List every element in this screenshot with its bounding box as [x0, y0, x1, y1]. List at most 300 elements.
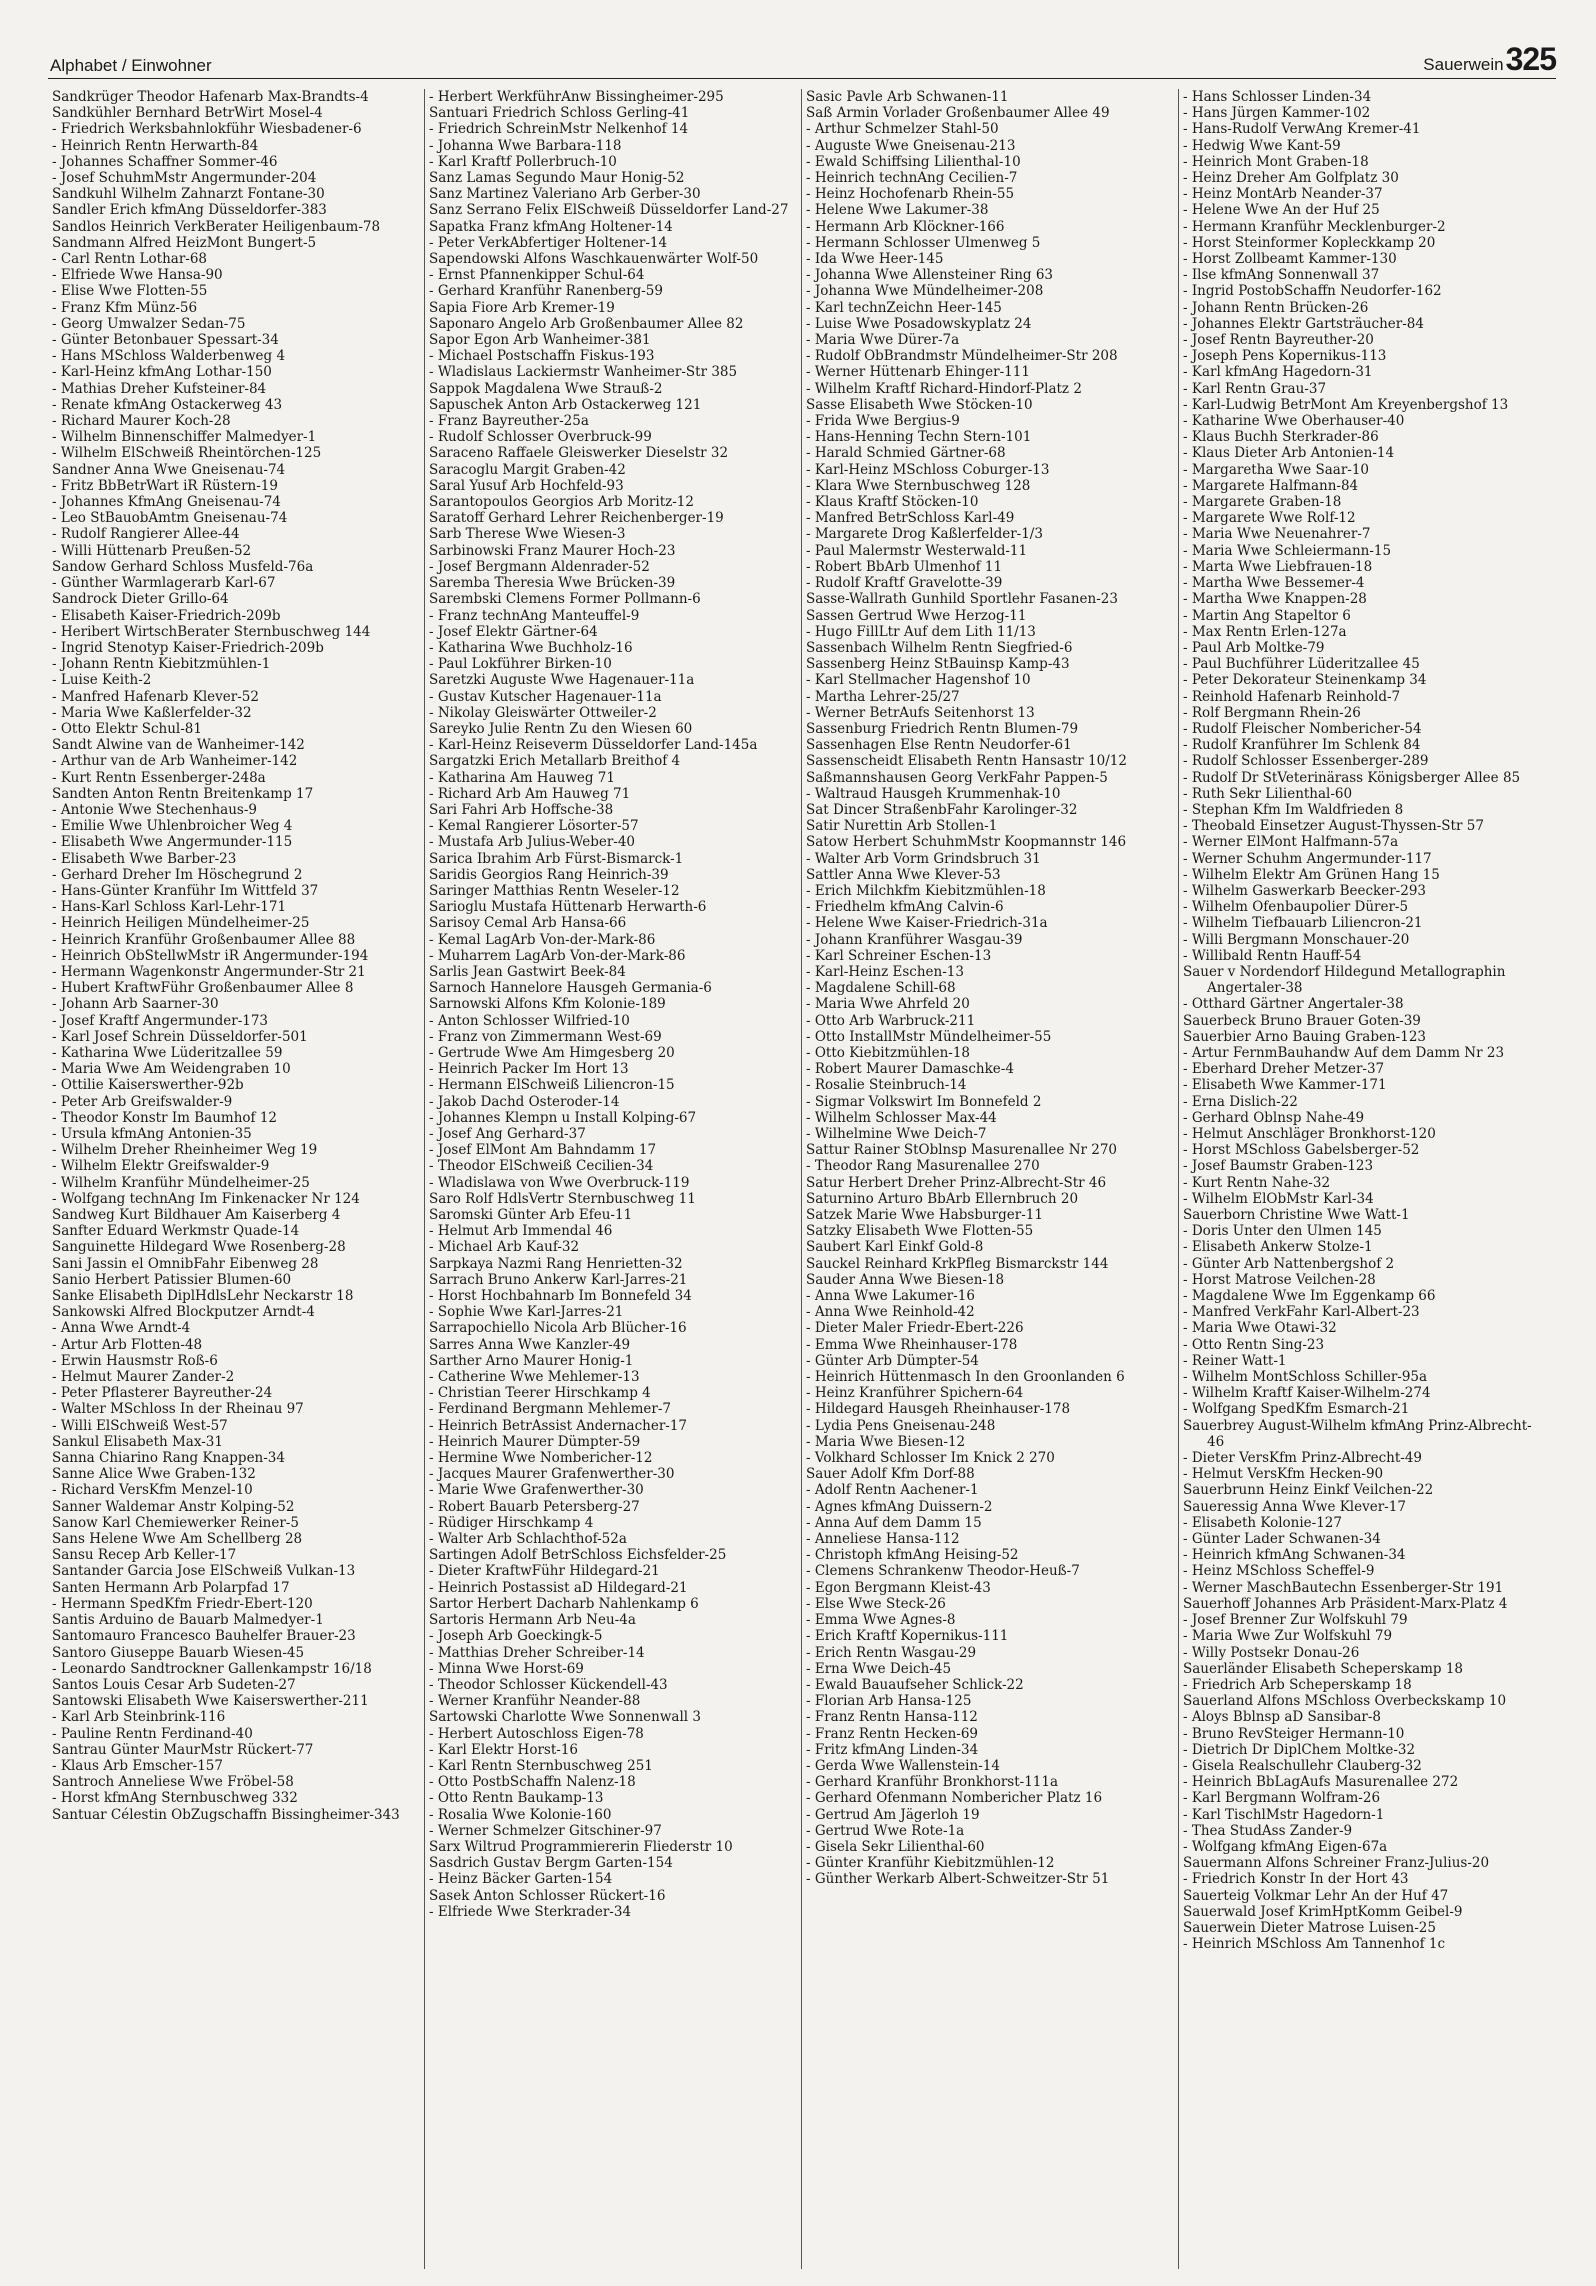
directory-entry: - Otto InstallMstr Mündelheimer-55	[806, 1028, 1052, 1045]
directory-entry: - Dieter Maler Friedr-Ebert-226	[806, 1320, 1024, 1337]
directory-entry: - Horst kfmAng Sternbuschweg 332	[52, 1790, 298, 1807]
directory-entry: - Martin Ang Stapeltor 6	[1183, 607, 1351, 624]
directory-entry: - Erich Kraftf Kopernikus-111	[806, 1628, 1009, 1645]
directory-entry: Satow Herbert SchuhmMstr Koopmannstr 146	[806, 834, 1127, 851]
directory-entry: - Margarete Halfmann-84	[1183, 477, 1359, 494]
directory-entry: - Theodor ElSchweiß Cecilien-34	[429, 1158, 654, 1175]
directory-entry: - Emma Wwe Rheinhauser-178	[806, 1336, 1018, 1353]
directory-entry: - Johannes KfmAng Gneisenau-74	[52, 494, 281, 511]
directory-entry: - Günter Lader Schwanen-34	[1183, 1531, 1381, 1548]
directory-entry: Sarres Anna Wwe Kanzler-49	[429, 1336, 631, 1353]
directory-entry: - Heinz Hochofenarb Rhein-55	[806, 186, 1015, 203]
directory-entry: Sat Dincer StraßenbFahr Karolinger-32	[806, 801, 1078, 818]
directory-entry: - Heinrich Postassist aD Hildegard-21	[429, 1579, 688, 1596]
directory-entry: - Ferdinand Bergmann Mehlemer-7	[429, 1401, 671, 1418]
directory-entry: - Reiner Watt-1	[1183, 1352, 1287, 1369]
directory-entry: - Maria Wwe Schleiermann-15	[1183, 542, 1392, 559]
directory-entry: Saß Armin Vorlader Großenbaumer Allee 49	[806, 105, 1110, 122]
directory-entry: - Johanna Wwe Allensteiner Ring 63	[806, 267, 1054, 284]
directory-entry: Sareyko Julie Rentn Zu den Wiesen 60	[429, 720, 693, 737]
directory-entry: - Ilse kfmAng Sonnenwall 37	[1183, 267, 1380, 284]
directory-entry: - Rolf Bergmann Rhein-26	[1183, 704, 1361, 721]
directory-entry: - Rudolf ObBrandmstr Mündelheimer-Str 208	[806, 348, 1118, 365]
directory-entry: - Karl Rentn Grau-37	[1183, 380, 1327, 397]
directory-entry: - Friedrich Konstr In der Hort 43	[1183, 1871, 1409, 1888]
directory-entry: - Margarete Wwe Rolf-12	[1183, 510, 1356, 527]
directory-entry: - Renate kfmAng Ostackerweg 43	[52, 396, 283, 413]
directory-entry: - Leo StBauobAmtm Gneisenau-74	[52, 510, 288, 527]
directory-entry: - Hermann Arb Klöckner-166	[806, 218, 1005, 235]
directory-entry: Sanne Alice Wwe Graben-132	[52, 1466, 256, 1483]
directory-entry: Sansu Recep Arb Keller-17	[52, 1547, 237, 1564]
directory-entry: Sari Fahri Arb Hoffsche-38	[429, 801, 614, 818]
directory-entry: - Otto Rentn Sing-23	[1183, 1336, 1325, 1353]
directory-entry: - Manfred VerkFahr Karl-Albert-23	[1183, 1304, 1420, 1321]
directory-entry: - Kemal Rangierer Lösorter-57	[429, 818, 639, 835]
directory-entry: Saretzki Auguste Wwe Hagenauer-11a	[429, 672, 695, 689]
directory-entry: - Rudolf Schlosser Overbruck-99	[429, 429, 652, 446]
directory-entry: - Maria Wwe Dürer-7a	[806, 332, 960, 349]
directory-entry: - Franz von Zimmermann West-69	[429, 1028, 662, 1045]
directory-entry: - Horst Matrose Veilchen-28	[1183, 1271, 1376, 1288]
directory-entry: Sasse Elisabeth Wwe Stöcken-10	[806, 396, 1033, 413]
directory-entry: Sauerwein Dieter Matrose Luisen-25	[1183, 1919, 1436, 1936]
directory-entry: - Hermann ElSchweiß Liliencron-15	[429, 1077, 675, 1094]
directory-entry: Sassen Gertrud Wwe Herzog-11	[806, 607, 1027, 624]
directory-entry: - Ruth Sekr Lilienthal-60	[1183, 785, 1353, 802]
directory-entry: Sarx Wiltrud Programmiererin Fliederstr 10	[429, 1838, 733, 1855]
directory-entry: - Christian Teerer Hirschkamp 4	[429, 1385, 651, 1402]
directory-entry: - Heinrich technAng Cecilien-7	[806, 170, 1018, 187]
directory-entry: - Maria Wwe Ahrfeld 20	[806, 996, 970, 1013]
directory-entry: - Elisabeth Kolonie-127	[1183, 1514, 1342, 1531]
directory-entry: - Johann Kranführer Wasgau-39	[806, 931, 1023, 948]
directory-entry: - Anneliese Hansa-112	[806, 1531, 960, 1548]
directory-entry: Sauermann Alfons Schreiner Franz-Julius-20	[1183, 1855, 1490, 1872]
directory-entry: - Luise Wwe Posadowskyplatz 24	[806, 315, 1032, 332]
directory-entry: - Auguste Wwe Gneisenau-213	[806, 137, 1016, 154]
directory-entry: Sanz Serrano Felix ElSchweiß Düsseldorfer Land-27	[429, 202, 789, 219]
directory-entry: - Erna Wwe Deich-45	[806, 1660, 952, 1677]
directory-entry: Sauer Adolf Kfm Dorf-88	[806, 1466, 975, 1483]
directory-entry: - Johannes Elektr Gartsträucher-84	[1183, 315, 1424, 332]
directory-entry: Sarisoy Cemal Arb Hansa-66	[429, 915, 627, 932]
directory-entry: - Johanna Wwe Mündelheimer-208	[806, 283, 1044, 300]
directory-entry: - Margaretha Wwe Saar-10	[1183, 461, 1370, 478]
directory-entry: Saratoff Gerhard Lehrer Reichenberger-19	[429, 510, 724, 527]
directory-entry: - Ingrid PostobSchaffn Neudorfer-162	[1183, 283, 1442, 300]
directory-entry: - Willi Hüttenarb Preußen-52	[52, 542, 252, 559]
directory-entry: Saueressig Anna Wwe Klever-17	[1183, 1498, 1406, 1515]
directory-entry: - Gertrud Wwe Rote-1a	[806, 1822, 965, 1839]
directory-entry: Sandt Alwine van de Wanheimer-142	[52, 737, 305, 754]
directory-entry: - Anna Auf dem Damm 15	[806, 1514, 982, 1531]
directory-entry: - Karl-Ludwig BetrMont Am Kreyenbergshof 13	[1183, 396, 1509, 413]
directory-entry: - Anna Wwe Arndt-4	[52, 1320, 191, 1337]
directory-entry: - Ingrid Stenotyp Kaiser-Friedrich-209b	[52, 639, 324, 656]
directory-entry: Sandweg Kurt Bildhauer Am Kaiserberg 4	[52, 1207, 341, 1224]
directory-entry: - Margarete Drog Kaßlerfelder-1/3	[806, 526, 1043, 543]
directory-entry: - Heinz MontArb Neander-37	[1183, 186, 1383, 203]
directory-entry: - Wilhelm Elektr Greifswalder-9	[52, 1158, 270, 1175]
directory-entry: - Wilhelm MontSchloss Schiller-95a	[1183, 1369, 1428, 1386]
directory-entry: Satzky Elisabeth Wwe Flotten-55	[806, 1223, 1034, 1240]
directory-entry: Sarb Therese Wwe Wiesen-3	[429, 526, 626, 543]
directory-entry: - Theodor Schlosser Kückendell-43	[429, 1676, 668, 1693]
directory-entry: - Franz Rentn Hecken-69	[806, 1725, 979, 1742]
directory-entry: - Elfriede Wwe Hansa-90	[52, 267, 223, 284]
directory-entry: Saridis Georgios Rang Heinrich-39	[429, 866, 669, 883]
directory-entry: - Artur Arb Flotten-48	[52, 1336, 203, 1353]
directory-entry: - Josef Rentn Bayreuther-20	[1183, 332, 1374, 349]
directory-entry: - Mustafa Arb Julius-Weber-40	[429, 834, 636, 851]
directory-entry: - Minna Wwe Horst-69	[429, 1660, 584, 1677]
directory-entry: - Luise Keith-2	[52, 672, 152, 689]
directory-entry: - Aloys Bblnsp aD Sansibar-8	[1183, 1709, 1382, 1726]
directory-entry: - Dieter KraftwFühr Hildegard-21	[429, 1563, 660, 1580]
directory-entry: Sans Helene Wwe Am Schellberg 28	[52, 1531, 303, 1548]
directory-entry: - Helmut Arb Immendal 46	[429, 1223, 613, 1240]
directory-entry: Sapendowski Alfons Waschkauenwärter Wolf-50	[429, 251, 759, 268]
directory-entry: Sauerbier Arno Bauing Graben-123	[1183, 1028, 1426, 1045]
directory-entry: - Helmut Maurer Zander-2	[52, 1369, 235, 1386]
directory-entry: - Franz Bayreuther-25a	[429, 413, 589, 430]
directory-entry: - Walter Arb Schlachthof-52a	[429, 1531, 627, 1548]
directory-entry: - Jacques Maurer Grafenwerther-30	[429, 1466, 675, 1483]
directory-entry: - Manfred Hafenarb Klever-52	[52, 688, 259, 705]
directory-entry: - Günter Kranführ Kiebitzmühlen-12	[806, 1855, 1055, 1872]
directory-entry: - Jakob Dachd Osteroder-14	[429, 1093, 620, 1110]
directory-entry: - Franz Rentn Hansa-112	[806, 1709, 978, 1726]
directory-entry: - Elise Wwe Flotten-55	[52, 283, 208, 300]
directory-entry: - Agnes kfmAng Duissern-2	[806, 1498, 993, 1515]
directory-entry: - Maria Wwe Kaßlerfelder-32	[52, 704, 252, 721]
directory-entry: - Erna Dislich-22	[1183, 1093, 1298, 1110]
directory-entry: - Willy Postsekr Donau-26	[1183, 1644, 1360, 1661]
directory-entry: Sartor Herbert Dacharb Nahlenkamp 6	[429, 1595, 699, 1612]
directory-entry: - Karl Schreiner Eschen-13	[806, 947, 992, 964]
directory-entry: - Hans-Karl Schloss Karl-Lehr-171	[52, 899, 287, 916]
directory-entry: - Florian Arb Hansa-125	[806, 1693, 972, 1710]
directory-entry: - Heinrich BbLagAufs Masurenallee 272	[1183, 1774, 1459, 1791]
directory-entry: - Gerhard Kranführ Ranenberg-59	[429, 283, 663, 300]
directory-entry: - Gustav Kutscher Hagenauer-11a	[429, 688, 662, 705]
directory-entry: - Heinz Dreher Am Golfplatz 30	[1183, 170, 1399, 187]
directory-entry: - Stephan Kfm Im Waldfrieden 8	[1183, 801, 1404, 818]
directory-entry: - Else Wwe Steck-26	[806, 1595, 946, 1612]
directory-entry: Satzek Marie Wwe Habsburger-11	[806, 1207, 1043, 1224]
directory-entry: - Maria Wwe Neuenahrer-7	[1183, 526, 1371, 543]
directory-entry: - Karl-Heinz Reiseverm Düsseldorfer Land-145a	[429, 737, 758, 754]
directory-entry: - Katharina Am Hauweg 71	[429, 769, 615, 786]
directory-entry: - Karl TischlMstr Hagedorn-1	[1183, 1806, 1385, 1823]
directory-entry: Saßmannshausen Georg VerkFahr Pappen-5	[806, 769, 1108, 786]
directory-entry: Sartingen Adolf BetrSchloss Eichsfelder-25	[429, 1547, 727, 1564]
directory-entry: Sauer v Nordendorf Hildegund Metallographin Angertaler-38	[1183, 963, 1506, 997]
directory-entry: - Gisela Realschullehr Clauberg-32	[1183, 1757, 1422, 1774]
directory-entry: - Emma Wwe Agnes-8	[806, 1612, 956, 1629]
directory-entry: Sarbinowski Franz Maurer Hoch-23	[429, 542, 676, 559]
directory-entry: - Wladislaus Lackiermstr Wanheimer-Str 385	[429, 364, 738, 381]
directory-entry: - Werner ElMont Halfmann-57a	[1183, 834, 1399, 851]
directory-entry: Sankul Elisabeth Max-31	[52, 1433, 223, 1450]
directory-entry: - Hans-Günter Kranführ Im Wittfeld 37	[52, 882, 319, 899]
directory-entry: - Karl Stellmacher Hagenshof 10	[806, 672, 1031, 689]
directory-entry: - Günter Betonbauer Spessart-34	[52, 332, 279, 349]
directory-entry: - Richard Maurer Koch-28	[52, 413, 231, 430]
directory-entry: - Heinrich BetrAssist Andernacher-17	[429, 1417, 688, 1434]
directory-entry: - Werner Kranführ Neander-88	[429, 1693, 641, 1710]
directory-entry: - Franz Kfm Münz-56	[52, 299, 198, 316]
directory-entry: - Heribert WirtschBerater Sternbuschweg 144	[52, 623, 371, 640]
directory-entry: Sarrach Bruno Ankerw Karl-Jarres-21	[429, 1271, 688, 1288]
directory-entry: - Karl technZeichn Heer-145	[806, 299, 1002, 316]
directory-entry: - Heinrich ObStellwMstr iR Angermunder-194	[52, 947, 369, 964]
directory-entry: - Katharine Wwe Oberhauser-40	[1183, 413, 1405, 430]
directory-entry: - Georg Umwalzer Sedan-75	[52, 315, 246, 332]
directory-entry: - Günther Warmlagerarb Karl-67	[52, 575, 276, 592]
directory-entry: - Magdalene Wwe Im Eggenkamp 66	[1183, 1288, 1436, 1305]
directory-entry: Sartoris Hermann Arb Neu-4a	[429, 1612, 636, 1629]
directory-entry: - Johannes Klempn u Install Kolping-67	[429, 1109, 697, 1126]
directory-entry: - Adolf Rentn Aachener-1	[806, 1482, 979, 1499]
directory-entry: - Pauline Rentn Ferdinand-40	[52, 1725, 253, 1742]
directory-entry: - Arthur van de Arb Wanheimer-142	[52, 753, 298, 770]
directory-entry: - Horst Hochbahnarb Im Bonnefeld 34	[429, 1288, 692, 1305]
directory-entry: - Erwin Hausmstr Roß-6	[52, 1352, 218, 1369]
directory-entry: Sandow Gerhard Schloss Musfeld-76a	[52, 558, 314, 575]
directory-entry: - Wilhelm Kraftf Richard-Hindorf-Platz 2	[806, 380, 1082, 397]
directory-entry: - Rudolf Rangierer Allee-44	[52, 526, 240, 543]
directory-entry: Santuar Célestin ObZugschaffn Bissingheimer-343	[52, 1806, 400, 1823]
directory-entry: - Elisabeth Wwe Angermunder-115	[52, 834, 293, 851]
directory-entry: Saturnino Arturo BbArb Ellernbruch 20	[806, 1190, 1079, 1207]
directory-entry: - Rudolf Kranführer Im Schlenk 84	[1183, 737, 1421, 754]
directory-entry: - Heinrich Hüttenmasch In den Groonlanden 6	[806, 1369, 1125, 1386]
directory-entry: - Otto Arb Warbruck-211	[806, 1012, 976, 1029]
directory-entry: - Hans Jürgen Kammer-102	[1183, 105, 1371, 122]
directory-entry: - Carl Rentn Lothar-68	[52, 251, 208, 268]
directory-entry: - Karl kfmAng Hagedorn-31	[1183, 364, 1373, 381]
directory-entry: Sanner Waldemar Anstr Kolping-52	[52, 1498, 295, 1515]
directory-entry: - Gerda Wwe Wallenstein-14	[806, 1757, 1000, 1774]
directory-entry: - Maria Wwe Am Weidengraben 10	[52, 1061, 291, 1078]
directory-entry: Saromski Günter Arb Efeu-11	[429, 1207, 633, 1224]
directory-entry: Sauder Anna Wwe Biesen-18	[806, 1271, 1005, 1288]
directory-entry: - Werner BetrAufs Seitenhorst 13	[806, 704, 1035, 721]
directory-entry: - Peter Dekorateur Steinenkamp 34	[1183, 672, 1427, 689]
directory-entry: Santomauro Francesco Bauhelfer Brauer-23	[52, 1628, 356, 1645]
directory-entry: - Peter VerkAbfertiger Holtener-14	[429, 234, 668, 251]
directory-entry: Santoro Giuseppe Bauarb Wiesen-45	[52, 1644, 305, 1661]
directory-entry: Santis Arduino de Bauarb Malmedyer-1	[52, 1612, 324, 1629]
directory-entry: - Friedrich Werksbahnlokführ Wiesbadener-6	[52, 121, 362, 138]
directory-entry: Santrau Günter MaurMstr Rückert-77	[52, 1741, 314, 1758]
directory-entry: - Günter Arb Dümpter-54	[806, 1352, 979, 1369]
directory-entry: - Rudolf Kraftf Gravelotte-39	[806, 575, 1003, 592]
directory-entry: - Heinz Kranführer Spichern-64	[806, 1385, 1024, 1402]
directory-entry: Santos Louis Cesar Arb Sudeten-27	[52, 1676, 296, 1693]
directory-entry: - Wolfgang technAng Im Finkenacker Nr 124	[52, 1190, 360, 1207]
directory-entry: - Karl Josef Schrein Düsseldorfer-501	[52, 1028, 308, 1045]
directory-entry: - Wilhelm Elektr Am Grünen Hang 15	[1183, 866, 1440, 883]
directory-entry: - Maria Wwe Zur Wolfskuhl 79	[1183, 1628, 1393, 1645]
directory-entry: - Rudolf Schlosser Essenberger-289	[1183, 753, 1429, 770]
directory-entry: - Kemal LagArb Von-der-Mark-86	[429, 931, 656, 948]
directory-entry: Sarnowski Alfons Kfm Kolonie-189	[429, 996, 666, 1013]
directory-entry: - Werner Hüttenarb Ehinger-111	[806, 364, 1030, 381]
directory-entry: - Theodor Konstr Im Baumhof 12	[52, 1109, 278, 1126]
directory-entry: Sauerland Alfons MSchloss Overbeckskamp 10	[1183, 1693, 1507, 1710]
directory-entry: - Wladislawa von Wwe Overbruck-119	[429, 1174, 690, 1191]
directory-entry: - Gisela Sekr Lilienthal-60	[806, 1838, 985, 1855]
directory-entry: - Herbert WerkführAnw Bissingheimer-295	[429, 89, 724, 105]
directory-entry: - Elisabeth Wwe Kammer-171	[1183, 1077, 1387, 1094]
directory-entry: - Karl Arb Steinbrink-116	[52, 1709, 226, 1726]
directory-entry: Saringer Matthias Rentn Weseler-12	[429, 882, 680, 899]
directory-entry: Sanfter Eduard Werkmstr Quade-14	[52, 1223, 300, 1240]
directory-entry: - Johann Rentn Kiebitzmühlen-1	[52, 656, 271, 673]
directory-entry: - Frida Wwe Bergius-9	[806, 413, 960, 430]
directory-entry: Sapia Fiore Arb Kremer-19	[429, 299, 615, 316]
directory-entry: Saremba Theresia Wwe Brücken-39	[429, 575, 676, 592]
directory-entry: Sapor Egon Arb Wanheimer-381	[429, 332, 651, 349]
directory-entry: - Elisabeth Wwe Barber-23	[52, 850, 237, 867]
directory-entry: Sandten Anton Rentn Breitenkamp 17	[52, 785, 314, 802]
directory-entry: Sassenbach Wilhelm Rentn Siegfried-6	[806, 639, 1073, 656]
directory-entry: - Erich Rentn Wasgau-29	[806, 1644, 977, 1661]
directory-entry: - Robert BbArb Ulmenhof 11	[806, 558, 1003, 575]
directory-entry: - Karl-Heinz Eschen-13	[806, 963, 964, 980]
directory-entry: Sarrapochiello Nicola Arb Blücher-16	[429, 1320, 687, 1337]
directory-entry: Sarlis Jean Gastwirt Beek-84	[429, 963, 626, 980]
directory-entry: - Paul Buchführer Lüderitzallee 45	[1183, 656, 1420, 673]
directory-entry: - Ewald Schiffsing Lilienthal-10	[806, 153, 1021, 170]
directory-entry: Sauerbeck Bruno Brauer Goten-39	[1183, 1012, 1421, 1029]
directory-entry: - Richard VersKfm Menzel-10	[52, 1482, 253, 1499]
directory-entry: - Josef Bergmann Aldenrader-52	[429, 558, 650, 575]
directory-entry: - Theobald Einsetzer August-Thyssen-Str 57	[1183, 818, 1484, 835]
directory-entry: - Katharina Wwe Buchholz-16	[429, 639, 633, 656]
directory-entry: Sandkuhl Wilhelm Zahnarzt Fontane-30	[52, 186, 325, 203]
directory-entry: - Otthard Gärtner Angertaler-38	[1183, 996, 1404, 1013]
directory-entry: - Hildegard Hausgeh Rheinhauser-178	[806, 1401, 1071, 1418]
directory-entry: Sarica Ibrahim Arb Fürst-Bismarck-1	[429, 850, 684, 867]
directory-entry: Sauerborn Christine Wwe Watt-1	[1183, 1207, 1410, 1224]
directory-entry: - Joseph Pens Kopernikus-113	[1183, 348, 1387, 365]
directory-entry: Sarantopoulos Georgios Arb Moritz-12	[429, 494, 694, 511]
directory-entry: Sassenberg Heinz StBauinsp Kamp-43	[806, 656, 1070, 673]
directory-entry: - Hermann Schlosser Ulmenweg 5	[806, 234, 1041, 251]
directory-entry: - Wilhelm Ofenbaupolier Dürer-5	[1183, 899, 1409, 916]
directory-entry: - Fritz BbBetrWart iR Rüstern-19	[52, 477, 278, 494]
directory-entry: - Heinrich Rentn Herwarth-84	[52, 137, 259, 154]
directory-entry: - Klaus Kraftf Stöcken-10	[806, 494, 979, 511]
directory-entry: - Wilhelm Tiefbauarb Liliencron-21	[1183, 915, 1423, 932]
directory-entry: - Michael Postschaffn Fiskus-193	[429, 348, 655, 365]
directory-entry: - Hermine Wwe Nombericher-12	[429, 1450, 653, 1467]
directory-entry: Sanz Martinez Valeriano Arb Gerber-30	[429, 186, 701, 203]
directory-entry: - Antonie Wwe Stechenhaus-9	[52, 801, 257, 818]
directory-entry: - Sophie Wwe Karl-Jarres-21	[429, 1304, 624, 1321]
directory-entry: Satir Nurettin Arb Stollen-1	[806, 818, 998, 835]
directory-entry: Sargatzki Erich Metallarb Breithof 4	[429, 753, 681, 770]
directory-entry: - Willibald Rentn Hauff-54	[1183, 947, 1362, 964]
directory-entry: - Hermann Kranführ Mecklenburger-2	[1183, 218, 1446, 235]
directory-entry: - Magdalene Schill-68	[806, 980, 956, 997]
directory-entry: - Hans Schlosser Linden-34	[1183, 89, 1372, 105]
directory-entry: Sauerbrey August-Wilhelm kfmAng Prinz-Albrecht-46	[1183, 1417, 1532, 1450]
directory-entry: - Johann Rentn Brücken-26	[1183, 299, 1369, 316]
directory-entry: - Nikolay Gleiswärter Ottweiler-2	[429, 704, 657, 721]
directory-entry: - Rosalie Steinbruch-14	[806, 1077, 967, 1094]
directory-entry: - Klaus Buchh Sterkrader-86	[1183, 429, 1379, 446]
directory-entry: - Elisabeth Ankerw Stolze-1	[1183, 1239, 1373, 1256]
directory-entry: - Kurt Rentn Nahe-32	[1183, 1174, 1331, 1191]
directory-entry: - Lydia Pens Gneisenau-248	[806, 1417, 996, 1434]
directory-entry: - Kurt Rentn Essenberger-248a	[52, 769, 266, 786]
directory-entry: Santuari Friedrich Schloss Gerling-41	[429, 105, 690, 122]
directory-entry: - Marta Wwe Liebfrauen-18	[1183, 558, 1373, 575]
directory-entry: - Wolfgang SpedKfm Esmarch-21	[1183, 1401, 1410, 1418]
directory-entry: - Günter Arb Nattenbergshof 2	[1183, 1255, 1395, 1272]
directory-entry: - Gerhard Dreher Im Höschegrund 2	[52, 866, 303, 883]
directory-entry: - Matthias Dreher Schreiber-14	[429, 1644, 645, 1661]
directory-entry: Sappok Magdalena Wwe Strauß-2	[429, 380, 663, 397]
directory-entry: Sanguinette Hildegard Wwe Rosenberg-28	[52, 1239, 346, 1256]
directory-entry: Sasse-Wallrath Gunhild Sportlehr Fasanen-23	[806, 591, 1118, 608]
directory-entry: - Robert Maurer Damaschke-4	[806, 1061, 1014, 1078]
directory-entry: - Horst Zollbeamt Kammer-130	[1183, 251, 1397, 268]
directory-entry: - Arthur Schmelzer Stahl-50	[806, 121, 999, 138]
entry-columns	[48, 89, 1556, 2269]
directory-entry: - Karl-Heinz kfmAng Lothar-150	[52, 364, 272, 381]
directory-entry: - Herbert Autoschloss Eigen-78	[429, 1725, 644, 1742]
directory-entry: - Artur FernmBauhandw Auf dem Damm Nr 23	[1183, 1044, 1505, 1061]
directory-entry: Saraceno Raffaele Gleiswerker Dieselstr 32	[429, 445, 729, 462]
directory-entry: Sauerteig Volkmar Lehr An der Huf 47	[1183, 1887, 1449, 1904]
directory-entry: - Otto PostbSchaffn Nalenz-18	[429, 1774, 636, 1791]
directory-entry: - Josef ElMont Am Bahndamm 17	[429, 1142, 657, 1159]
directory-entry: - Heinz Bäcker Garten-154	[429, 1871, 613, 1888]
directory-entry: - Peter Arb Greifswalder-9	[52, 1093, 233, 1110]
directory-entry: Sapatka Franz kfmAng Holtener-14	[429, 218, 673, 235]
directory-entry: - Wilhelm Dreher Rheinheimer Weg 19	[52, 1142, 318, 1159]
directory-entry: - Hans MSchloss Walderbenweg 4	[52, 348, 286, 365]
directory-entry: - Otto Kiebitzmühlen-18	[806, 1044, 971, 1061]
directory-entry: Sassenhagen Else Rentn Neudorfer-61	[806, 737, 1072, 754]
directory-entry: - Heinrich MSchloss Am Tannenhof 1c	[1183, 1936, 1446, 1953]
directory-entry: - Ewald Bauaufseher Schlick-22	[806, 1676, 1024, 1693]
directory-entry: - Johannes Schaffner Sommer-46	[52, 153, 278, 170]
column-2	[425, 89, 802, 2269]
directory-entry: Sarnoch Hannelore Hausgeh Germania-6	[429, 980, 712, 997]
directory-entry: - Ursula kfmAng Antonien-35	[52, 1126, 252, 1142]
directory-entry: - Ottilie Kaiserswerther-92b	[52, 1077, 244, 1094]
directory-entry: - Marie Wwe Grafenwerther-30	[429, 1482, 644, 1499]
directory-entry: - Wilhelm Gaswerkarb Beecker-293	[1183, 882, 1427, 899]
directory-entry: - Martha Wwe Knappen-28	[1183, 591, 1367, 608]
directory-entry: Sasic Pavle Arb Schwanen-11	[806, 89, 1009, 105]
directory-entry: - Willi Bergmann Monschauer-20	[1183, 931, 1410, 948]
directory-entry: Santroch Anneliese Wwe Fröbel-58	[52, 1774, 294, 1791]
directory-entry: Saral Yusuf Arb Hochfeld-93	[429, 477, 624, 494]
directory-entry: - Catherine Wwe Mehlemer-13	[429, 1369, 640, 1386]
running-head	[1423, 41, 1556, 78]
directory-entry: Sauerländer Elisabeth Scheperskamp 18	[1183, 1660, 1464, 1677]
directory-entry: - Otto Elektr Schul-81	[52, 720, 202, 737]
directory-entry: - Otto Rentn Baukamp-13	[429, 1790, 604, 1807]
